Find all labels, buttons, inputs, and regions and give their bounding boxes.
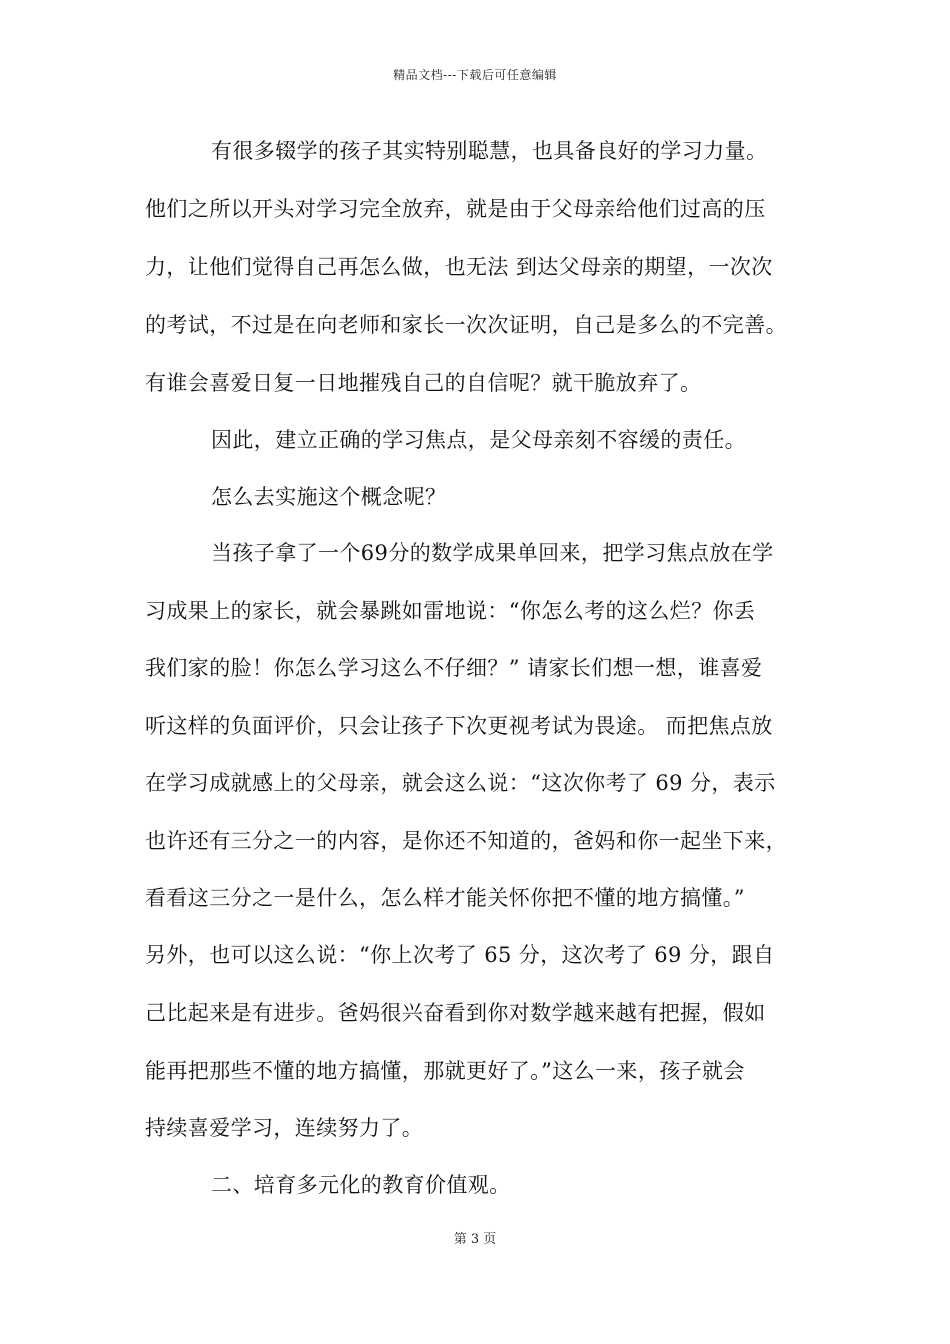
text-line: 能再把那些不懂的地方搞懂，那就更好了。”这么一来，孩子就会 — [145, 1059, 745, 1083]
text-line: 有谁会喜爱日复一日地摧残自己的自信呢？就干脆放弃了。 — [145, 371, 702, 395]
text-line: 听这样的负面评价，只会让孩子下次更视考试为畏途。 而把焦点放 — [145, 714, 773, 738]
text-line: 习成果上的家长，就会暴跳如雷地说：“你怎么考的这么烂？你丢 — [145, 599, 756, 623]
text-line: 另外，也可以这么说：“你上次考了 65 分，这次考了 69 分，跟自 — [145, 943, 775, 967]
page-header: 精品文档---下载后可任意编辑 — [393, 68, 557, 82]
text-line: 也许还有三分之一的内容，是你还不知道的，爸妈和你一起坐下来， — [145, 829, 787, 853]
text-line: 当孩子拿了一个69分的数学成果单回来，把学习焦点放在学 — [211, 541, 774, 565]
text-line: 我们家的脸！你怎么学习这么不仔细？” 请家长们想一想，谁喜爱 — [145, 656, 763, 680]
page-number: 第 3 页 — [453, 1232, 497, 1247]
text-line: 在学习成就感上的父母亲，就会这么说：“这次你考了 69 分，表示 — [145, 771, 776, 795]
text-line: 看看这三分之一是什么，怎么样才能关怀你把不懂的地方搞懂。” — [145, 886, 745, 910]
text-line: 有很多辍学的孩子其实特别聪慧，也具备良好的学习力量。 — [211, 139, 768, 163]
text-line: 的考试，不过是在向老师和家长一次次证明，自己是多么的不完善。 — [145, 313, 787, 337]
text-line: 力，让他们觉得自己再怎么做，也无法 到达父母亲的期望，一次次 — [145, 255, 773, 279]
section-heading: 二、培育多元化的教育价值观。 — [211, 1173, 511, 1197]
text-line: 持续喜爱学习，连续努力了。 — [145, 1116, 424, 1140]
text-line: 怎么去实施这个概念呢？ — [211, 485, 447, 509]
text-line: 因此，建立正确的学习焦点，是父母亲刻不容缓的责任。 — [211, 428, 746, 452]
text-line: 他们之所以开头对学习完全放弃，就是由于父母亲给他们过高的压 — [145, 197, 766, 221]
text-line: 己比起来是有进步。爸妈很兴奋看到你对数学越来越有把握，假如 — [145, 1001, 766, 1025]
